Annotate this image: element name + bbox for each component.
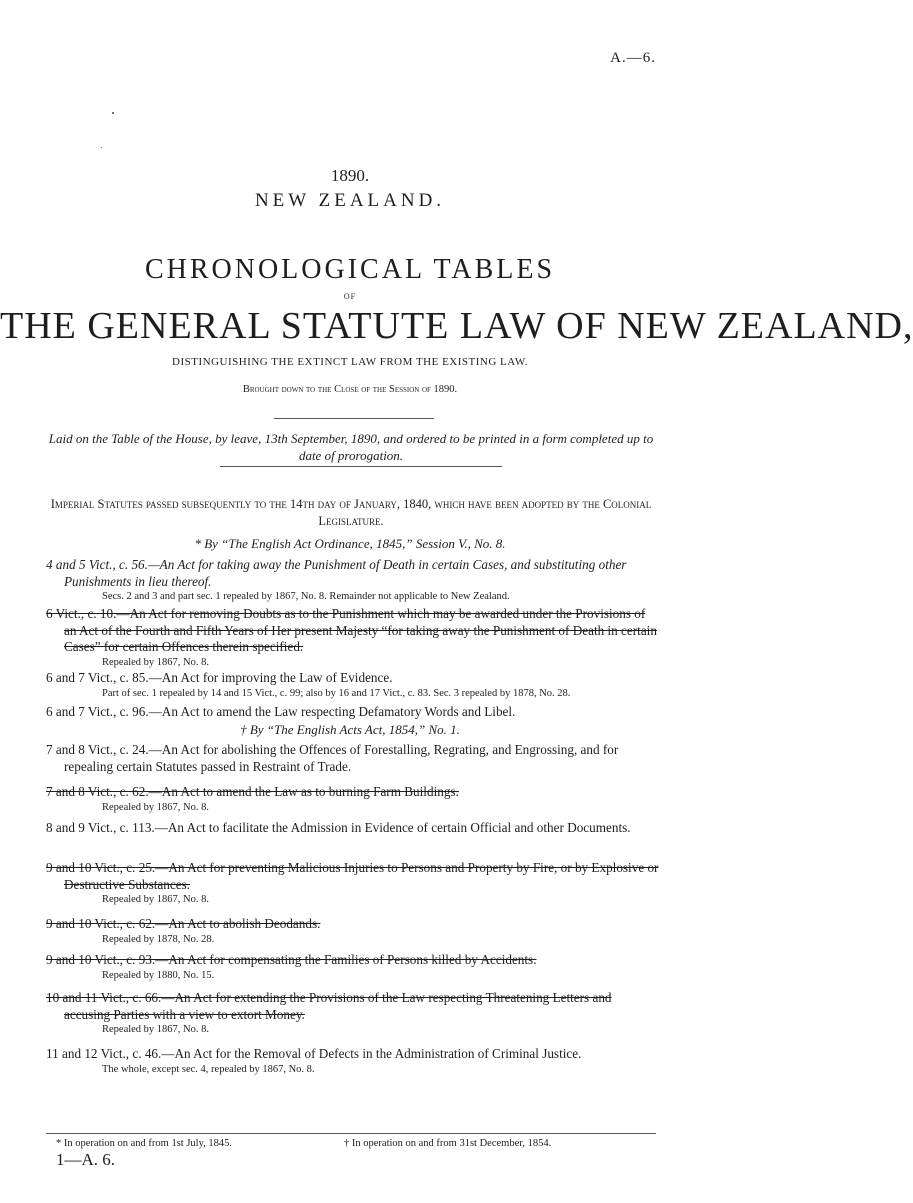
entry-title: 6 Vict., c. 10.—An Act for removing Doubts as to the Punishment which may be awarded under the Provisions of an Act of the Fourth and Fifth Years of Her present Majesty “for taking away the Punishment of Death in certain Cases” for certain Offences therein specified.: [46, 606, 657, 654]
imperial-statutes-heading: Imperial Statutes passed subsequently to the 14th day of January, 1840, which have been adopted by the Colonial Legislature.: [50, 497, 652, 528]
entry-title: 6 and 7 Vict., c. 85.—An Act for improving the Law of Evidence.: [46, 670, 393, 685]
entry-title: 7 and 8 Vict., c. 62.—An Act to amend the Law as to burning Farm Buildings.: [46, 784, 459, 799]
footnotes: [46, 1133, 656, 1149]
section-heading-1845: * By “The English Act Ordinance, 1845,” Session V., No. 8.: [194, 536, 506, 551]
statute-entry: [46, 742, 660, 775]
entry-title: 8 and 9 Vict., c. 113.—An Act to facilitate the Admission in Evidence of certain Official and other Documents.: [46, 820, 631, 835]
entry-note: Secs. 2 and 3 and part sec. 1 repealed by 1867, No. 8. Remainder not applicable to New Zealand.: [102, 591, 510, 602]
print-speck: [101, 147, 102, 148]
entry-title: 9 and 10 Vict., c. 62.—An Act to abolish Deodands.: [46, 916, 321, 931]
statute-entry: [46, 916, 660, 946]
section-heading-1854: † By “The English Acts Act, 1854,” No. 1.: [240, 722, 460, 737]
subtitle: DISTINGUISHING THE EXTINCT LAW FROM THE EXISTING LAW.: [172, 356, 528, 368]
divider: [274, 418, 434, 419]
footnote: * In operation on and from 1st July, 1845.: [56, 1138, 233, 1149]
statute-entry: [46, 784, 660, 814]
entry-title: 6 and 7 Vict., c. 96.—An Act to amend the Law respecting Defamatory Words and Libel.: [46, 704, 516, 719]
entry-note: Repealed by 1867, No. 8.: [102, 894, 210, 905]
statute-entry: [46, 1046, 660, 1076]
entry-note: Repealed by 1880, No. 15.: [102, 969, 215, 981]
statute-entry: [46, 820, 660, 837]
country: NEW ZEALAND.: [254, 190, 446, 211]
entry-note: Part of sec. 1 repealed by 14 and 15 Vict., c. 99; also by 16 and 17 Vict., c. 83. Sec. 3 repealed by 1878, No. 28.: [102, 687, 571, 699]
print-speck: [112, 112, 114, 114]
statute-entry: [46, 704, 660, 721]
entry-note: Repealed by 1867, No. 8.: [102, 1024, 210, 1035]
entry-title: 10 and 11 Vict., c. 66.—An Act for extending the Provisions of the Law respecting Threatening Letters and accusing Parties with a view to extort Money.: [46, 990, 612, 1022]
entry-note: Repealed by 1867, No. 8.: [102, 656, 210, 668]
statute-entry: [46, 952, 660, 982]
entry-note: Repealed by 1867, No. 8.: [102, 801, 210, 813]
entry-title: 4 and 5 Vict., c. 56.—An Act for taking away the Punishment of Death in certain Cases, and substituting other Punishments in lieu thereof.: [46, 557, 627, 589]
title-line-1: CHRONOLOGICAL TABLES: [144, 254, 556, 285]
paper-reference: A.—6.: [610, 50, 656, 66]
statute-entry: [46, 990, 660, 1036]
entry-note: The whole, except sec. 4, repealed by 1867, No. 8.: [102, 1063, 315, 1075]
title-of: OF: [343, 292, 357, 301]
statute-entry: [46, 670, 660, 700]
entry-title: 9 and 10 Vict., c. 25.—An Act for preventing Malicious Injuries to Persons and Property by Fire, or by Explosive or Destructive Substances.: [46, 860, 659, 892]
entry-note: Repealed by 1878, No. 28.: [102, 933, 215, 945]
statute-entry: [46, 557, 660, 603]
page-code: 1—A. 6.: [56, 1150, 116, 1169]
entry-title: 9 and 10 Vict., c. 93.—An Act for compensating the Families of Persons killed by Accidents.: [46, 952, 537, 967]
title-line-2: THE GENERAL STATUTE LAW OF NEW ZEALAND,: [0, 305, 913, 347]
divider: [220, 466, 502, 467]
year: 1890.: [330, 166, 370, 185]
entry-title: 7 and 8 Vict., c. 24.—An Act for abolishing the Offences of Forestalling, Regrating, and Engrossing, and for repealing certain Statutes passed in Restraint of Trade.: [46, 742, 619, 774]
entry-title: 11 and 12 Vict., c. 46.—An Act for the Removal of Defects in the Administration of Criminal Justice.: [46, 1046, 582, 1061]
statute-entry: [46, 860, 660, 906]
brought-down-line: Brought down to the Close of the Session of 1890.: [242, 384, 458, 395]
footnote: † In operation on and from 31st December, 1854.: [344, 1138, 552, 1149]
laid-statement: Laid on the Table of the House, by leave, 13th September, 1890, and ordered to be printed in a form completed up to date of prorogation.: [48, 431, 654, 463]
statute-entry: [46, 606, 660, 669]
